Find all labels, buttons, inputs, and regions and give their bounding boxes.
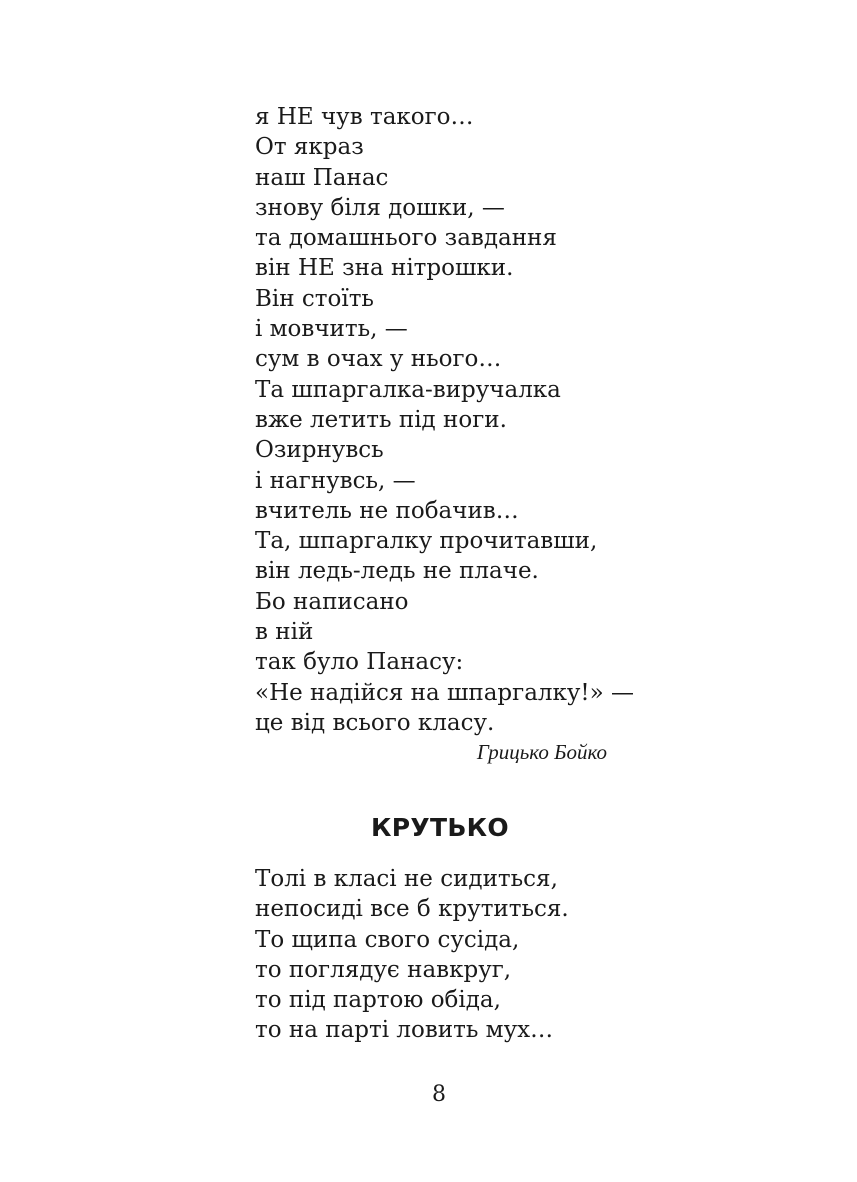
poem-line: непосиді все б крутиться. [255,896,569,923]
poem-line: знову біля дошки, — [255,194,505,221]
poem-line: і нагнувсь, — [255,467,416,494]
poem-line: вже летить під ноги. [255,406,507,433]
poem-line: так було Панасу: [255,649,464,676]
poem-line: це від всього класу. [255,709,495,736]
poem-line: то на парті ловить мух… [255,1017,554,1044]
poem-line: вчитель не побачив… [255,497,519,524]
poem-line: і мовчить, — [255,316,408,343]
poem-title: КРУТЬКО [371,813,509,842]
poem-author: Грицько Бойко [476,740,607,764]
poem-line: То щипа свого сусіда, [255,926,520,953]
poem-line: Бо написано [255,588,409,615]
poem-line: то під партою обіда, [255,987,501,1014]
poem-line: я НЕ чув такого… [255,104,474,130]
poem-line: він НЕ зна нітрошки. [255,255,514,282]
poem-text [255,864,569,1046]
poem-line: Озирнувсь [255,437,384,464]
poem-line: Толі в класі не сидиться, [255,866,558,892]
poem-line: От якраз [255,134,364,161]
poem-line: Він стоїть [255,285,374,312]
poem-line: Та шпаргалка-виручалка [255,376,561,403]
poem-line: наш Панас [255,164,389,191]
poem-line: та домашнього завдання [255,225,557,252]
page-number: 8 [432,1082,446,1107]
poem-line: він ледь-ледь не плаче. [255,558,539,585]
poem-line: то поглядує навкруг, [255,956,512,983]
poem-line: «Не надійся на шпаргалку!» — [255,679,635,706]
poem-line: сум в очах у нього… [255,346,502,373]
poem-line: в ній [255,619,314,646]
poem-text [255,102,634,738]
poem-line: Та, шпаргалку прочитавши, [255,528,598,555]
